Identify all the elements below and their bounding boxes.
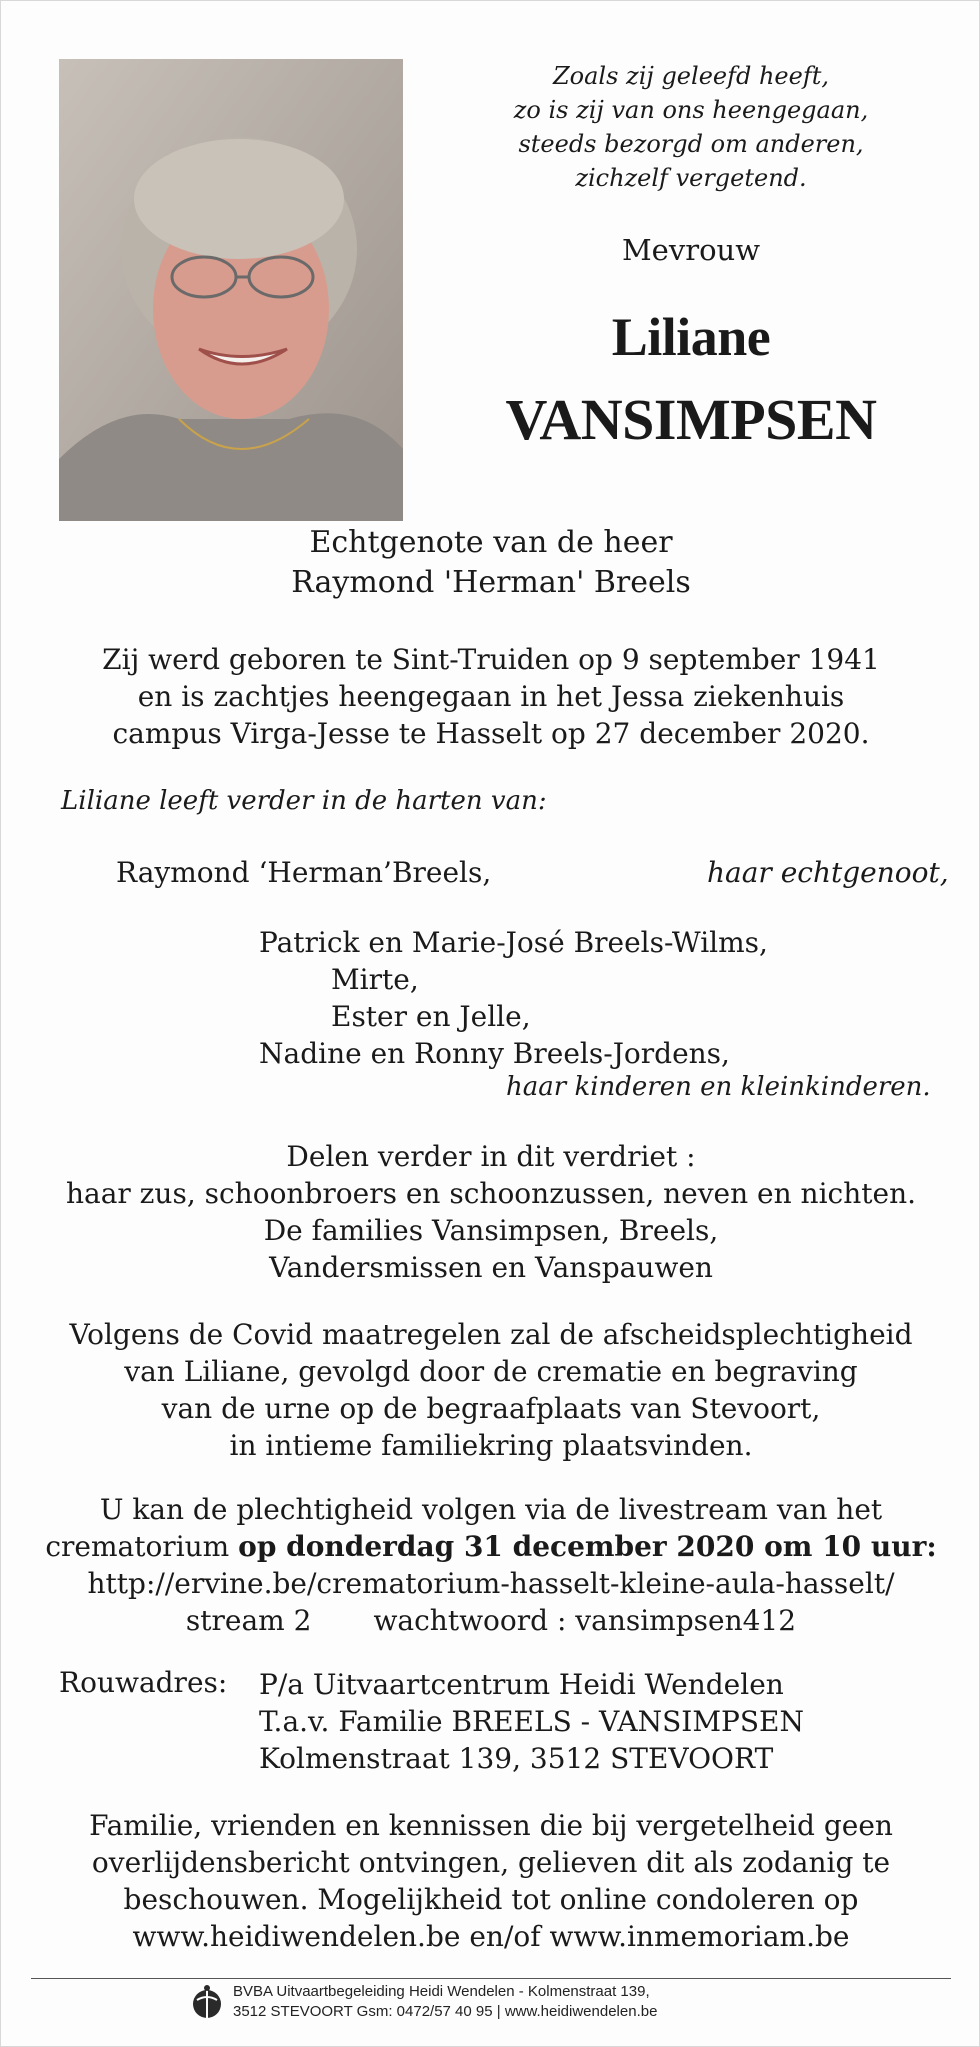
footer-text <box>233 1982 657 2022</box>
poem-line: zo is zij van ons heengegaan, <box>513 96 869 124</box>
closing-line: www.heidiwendelen.be en/of www.inmemoriam.be <box>132 1920 850 1953</box>
ceremony-line: in intieme familiekring plaatsvinden. <box>229 1429 753 1462</box>
address-line: P/a Uitvaartcentrum Heidi Wendelen <box>259 1668 784 1701</box>
born-line: Zij werd geboren te Sint-Truiden op 9 september 1941 <box>102 643 880 676</box>
first-name: Liliane <box>611 307 771 367</box>
closing-block <box>31 1807 951 1955</box>
lives-on-heading: Liliane leeft verder in de harten van: <box>61 786 547 816</box>
share-line: Delen verder in dit verdriet : <box>286 1140 696 1173</box>
closing-line: overlijdensbericht ontvingen, gelieven dit als zodanig te <box>91 1846 891 1879</box>
stream-line: U kan de plechtigheid volgen via de livestream van het <box>99 1493 883 1526</box>
child-line: Nadine en Ronny Breels-Jordens, <box>259 1037 730 1070</box>
last-name: VANSIMPSEN <box>505 387 877 452</box>
footer-divider <box>31 1978 951 1979</box>
spouse-line: Echtgenote van de heer <box>309 525 673 560</box>
address-line: T.a.v. Familie BREELS - VANSIMPSEN <box>259 1705 804 1738</box>
stream-password: wachtwoord : vansimpsen412 <box>373 1604 797 1637</box>
poem-line: zichzelf vergetend. <box>575 164 807 192</box>
stream-prefix: crematorium <box>45 1530 239 1563</box>
child-line: Patrick en Marie-José Breels-Wilms, <box>259 926 768 959</box>
stream-label: stream 2 <box>185 1604 312 1637</box>
born-line: en is zachtjes heengegaan in het Jessa ziekenhuis <box>137 680 845 713</box>
closing-line: beschouwen. Mogelijkheid tot online condoleren op <box>123 1883 859 1916</box>
footer-line: BVBA Uitvaartbegeleiding Heidi Wendelen - Kolmenstraat 139, <box>233 1983 650 2000</box>
closing-line: Familie, vrienden en kennissen die bij vergetelheid geen <box>89 1809 893 1842</box>
stream-line <box>31 1528 951 1565</box>
stream-line <box>31 1602 951 1639</box>
footer-line: 3512 STEVOORT Gsm: 0472/57 40 95 | www.heidiwendelen.be <box>233 2003 658 2020</box>
stream-date: op donderdag 31 december 2020 om 10 uur: <box>238 1530 937 1563</box>
poem <box>441 59 941 195</box>
ceremony-line: van Liliane, gevolgd door de crematie en begraving <box>124 1355 858 1388</box>
poem-line: Zoals zij geleefd heeft, <box>553 62 829 90</box>
share-line: De families Vansimpsen, Breels, <box>263 1214 719 1247</box>
poem-line: steeds bezorgd om anderen, <box>518 130 864 158</box>
child-line: Ester en Jelle, <box>331 1000 531 1033</box>
spouse-block <box>31 523 951 603</box>
born-line: campus Virga-Jesse te Hasselt op 27 december 2020. <box>112 717 870 750</box>
husband-role: haar echtgenoot, <box>707 856 949 889</box>
children-role: haar kinderen en kleinkinderen. <box>506 1072 931 1102</box>
address-line: Kolmenstraat 139, 3512 STEVOORT <box>259 1742 774 1775</box>
share-block <box>31 1138 951 1286</box>
ceremony-block <box>31 1316 951 1464</box>
livestream-block <box>31 1491 951 1639</box>
spouse-line: Raymond 'Herman' Breels <box>291 565 691 600</box>
address-block <box>259 1666 804 1777</box>
share-line: haar zus, schoonbroers en schoonzussen, neven en nichten. <box>65 1177 917 1210</box>
husband-name: Raymond ‘Herman’Breels, <box>116 856 492 889</box>
ceremony-line: van de urne op de begraafplaats van Stevoort, <box>161 1392 821 1425</box>
birth-death-block <box>31 641 951 752</box>
ceremony-line: Volgens de Covid maatregelen zal de afscheidsplechtigheid <box>69 1318 913 1351</box>
portrait-photo <box>59 59 403 521</box>
stream-url[interactable]: http://ervine.be/crematorium-hasselt-kleine-aula-hasselt/ <box>87 1567 895 1600</box>
address-label: Rouwadres: <box>59 1666 228 1699</box>
honorific: Mevrouw <box>621 233 761 267</box>
share-line: Vandersmissen en Vanspauwen <box>269 1251 713 1284</box>
funeral-home-logo-icon <box>191 1984 223 2022</box>
child-line: Mirte, <box>331 963 419 996</box>
